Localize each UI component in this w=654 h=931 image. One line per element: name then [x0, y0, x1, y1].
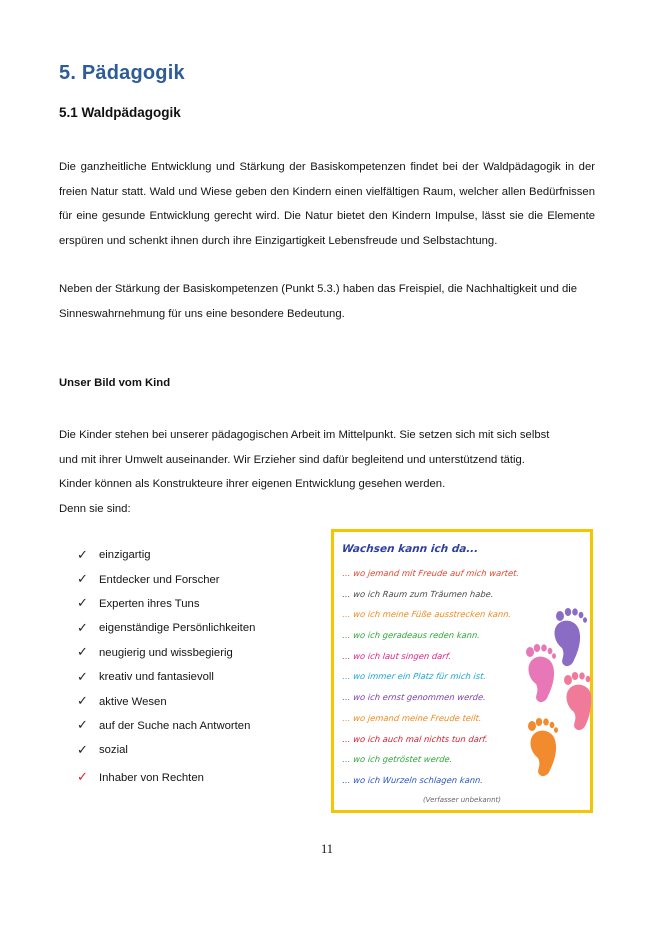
checkmark-icon: ✓	[77, 770, 88, 786]
poster-line: ... wo jemand mit Freude auf mich wartet.	[342, 568, 520, 578]
list-item-label: sozial	[99, 744, 128, 757]
list-item	[77, 665, 255, 689]
checkmark-icon: ✓	[77, 572, 88, 588]
paragraph-basiskompetenzen: Neben der Stärkung der Basiskompetenzen (Punkt 5.3.) haben das Freispiel, die Nachhaltigkeit und die Sinneswahrnehmung für uns eine besondere Bedeutung.	[59, 283, 578, 320]
list-item-label: eigenständige Persönlichkeiten	[99, 622, 256, 635]
footprints-icon	[516, 608, 592, 794]
page-heading: 5. Pädagogik	[59, 62, 185, 84]
checkmark-icon: ✓	[77, 718, 88, 734]
poster-line: ... wo ich ernst genommen werde.	[342, 692, 487, 703]
poster-lines	[342, 568, 519, 796]
poster-line: ... wo ich laut singen darf.	[342, 650, 452, 661]
page-number: 11	[320, 842, 334, 856]
paragraph-waldpaedagogik: Die ganzheitliche Entwicklung und Stärkung der Basiskompetenzen findet bei der Waldpädagogik in der freien Natur statt. Wald und Wiese geben den Kindern einen vielfältigen Raum, welcher allen Bedürfnissen für eine gesunde Entwicklung gerecht wird. Die Natur bietet den Kindern Impulse, lässt sie die Elemente erspüren und schenkt ihnen durch ihre Einzigartigkeit Lebensfreude und Selbstachtung.	[59, 161, 595, 247]
list-item-label: Entdecker und Forscher	[99, 573, 220, 586]
poster-line: ... wo ich geradeaus reden kann.	[342, 630, 481, 641]
list-item-label: Inhaber von Rechten	[99, 771, 204, 784]
poster-line: ... wo ich auch mal nichts tun darf.	[342, 733, 489, 744]
list-item	[77, 567, 255, 591]
list-item-label: kreativ und fantasievoll	[99, 671, 214, 684]
checklist	[77, 543, 255, 790]
list-item	[77, 616, 255, 640]
poster-author: (Verfasser unbekannt)	[422, 796, 502, 804]
paragraph-bild-vom-kind	[59, 423, 595, 521]
list-item-label: auf der Suche nach Antworten	[99, 719, 251, 732]
poster-line: ... wo ich Wurzeln schlagen kann.	[342, 774, 484, 785]
list-item	[77, 738, 255, 762]
list-item	[77, 641, 255, 665]
list-item-label: Experten ihres Tuns	[99, 597, 200, 610]
poster-image	[331, 529, 593, 813]
list-item-label: aktive Wesen	[99, 695, 167, 708]
subsection-title: Unser Bild vom Kind	[59, 377, 171, 389]
section-heading: 5.1 Waldpädagogik	[59, 105, 181, 120]
checkmark-icon: ✓	[77, 694, 88, 710]
poster-line: ... wo immer ein Platz für mich ist.	[342, 671, 487, 682]
list-item	[77, 543, 255, 567]
poster-line: ... wo ich getröstet werde.	[342, 754, 453, 765]
paragraph-line: Kinder können als Konstrukteure ihrer eigenen Entwicklung gesehen werden.	[59, 478, 446, 491]
list-item	[77, 689, 255, 713]
paragraph-line: Die Kinder stehen bei unserer pädagogischen Arbeit im Mittelpunkt. Sie setzen sich mit sich selbst	[59, 429, 550, 441]
list-item-label: einzigartig	[99, 549, 151, 562]
poster-line: ... wo ich meine Füße ausstrecken kann.	[342, 609, 512, 620]
paragraph-line: Denn sie sind:	[59, 502, 131, 515]
paragraph-line: und mit ihrer Umwelt auseinander. Wir Erzieher sind dafür begleitend und unterstützend tätig.	[59, 453, 525, 466]
checkmark-icon: ✓	[77, 645, 88, 661]
footprint-orange	[528, 718, 558, 776]
poster-title: Wachsen kann ich da...	[341, 543, 479, 555]
footprint-pink	[526, 644, 556, 702]
checkmark-icon: ✓	[77, 547, 88, 563]
list-item	[77, 714, 255, 738]
checkmark-icon: ✓	[77, 596, 88, 612]
footprint-purple	[555, 608, 587, 666]
list-item	[77, 592, 255, 616]
poster-line: ... wo jemand meine Freude teilt.	[342, 712, 483, 723]
checkmark-icon: ✓	[77, 669, 88, 685]
footprint-rose	[564, 672, 591, 730]
poster-line: ... wo ich Raum zum Träumen habe.	[342, 588, 495, 599]
list-item-label: neugierig und wissbegierig	[99, 646, 233, 659]
list-item	[77, 766, 255, 790]
checkmark-icon: ✓	[77, 620, 88, 636]
checkmark-icon: ✓	[77, 742, 88, 758]
